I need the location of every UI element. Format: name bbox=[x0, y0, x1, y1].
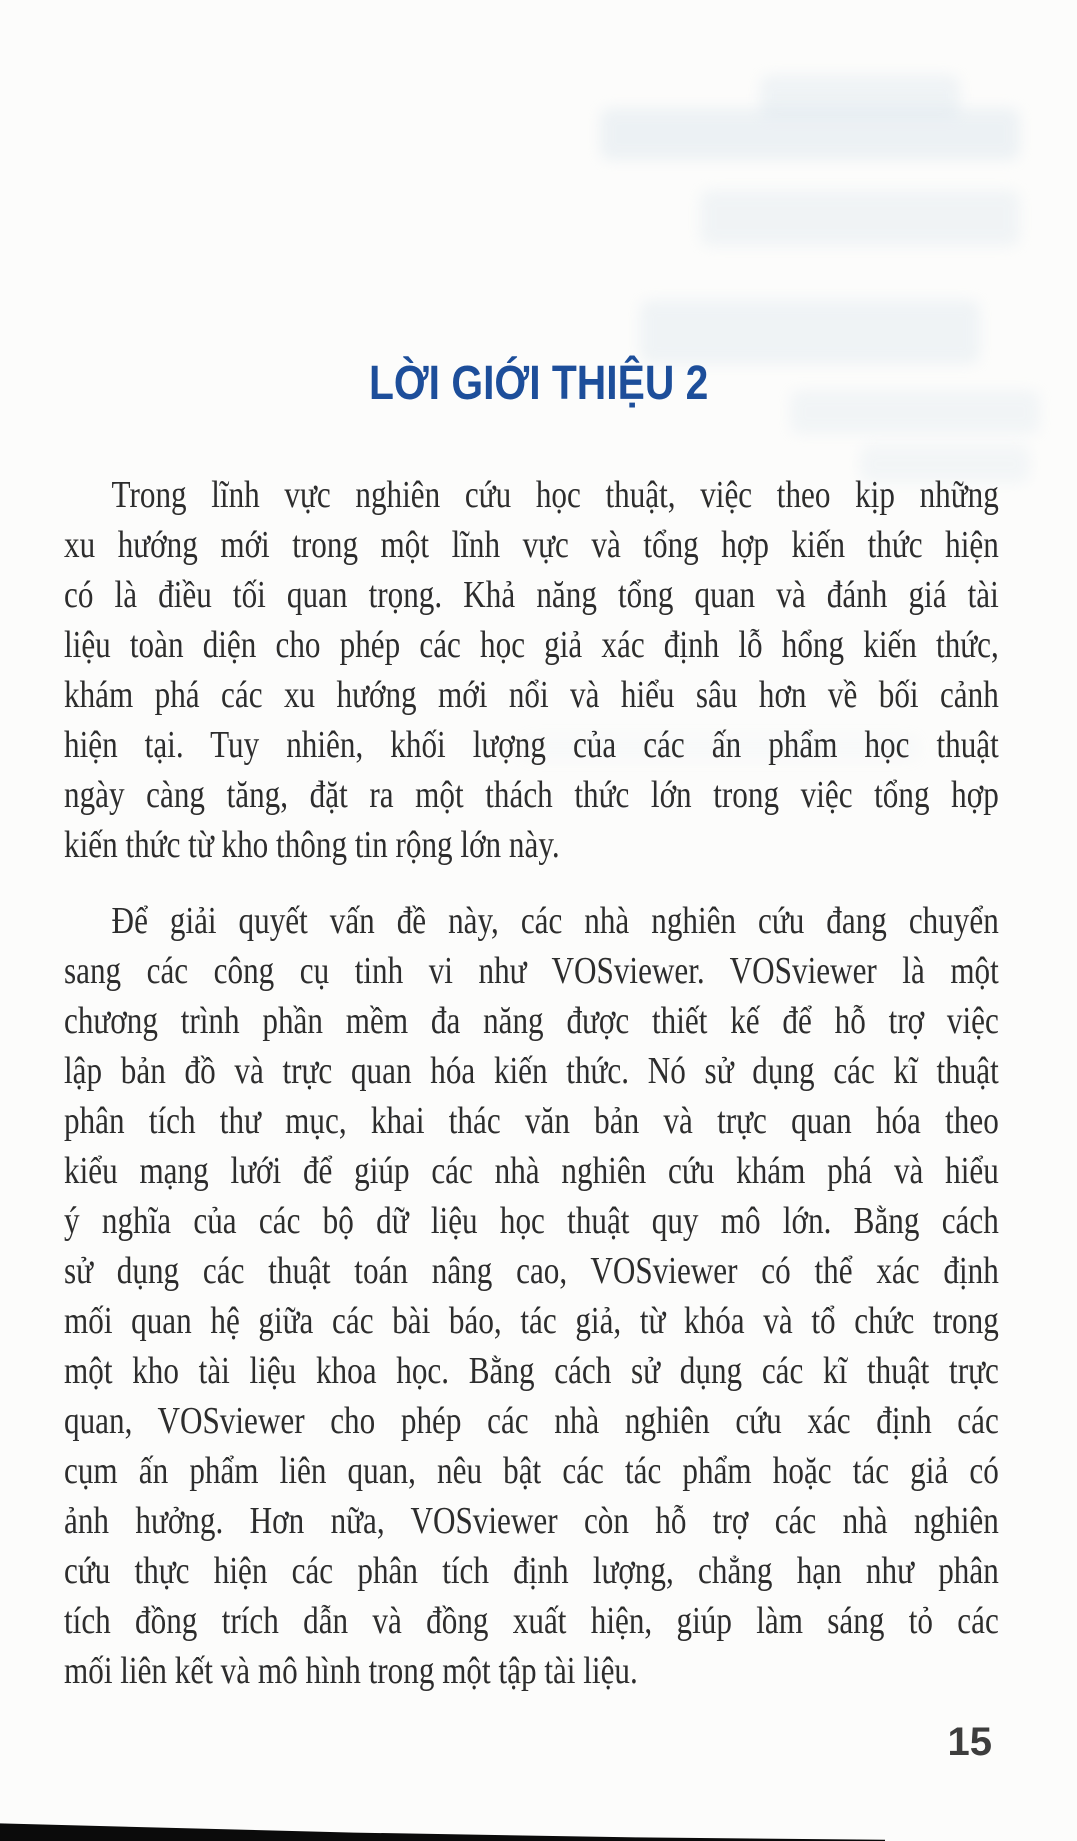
text-line: cụm ấn phẩm liên quan, nêu bật các tác phẩm hoặc tác giả có bbox=[64, 1450, 999, 1492]
bleed-through-artifact bbox=[700, 190, 1020, 246]
text-line: mối liên kết và mô hình trong một tập tài liệu. bbox=[64, 1650, 638, 1692]
text-line: mối quan hệ giữa các bài báo, tác giả, từ khóa và tổ chức trong bbox=[64, 1300, 999, 1342]
text-line: quan, VOSviewer cho phép các nhà nghiên cứu xác định các bbox=[64, 1400, 999, 1442]
chapter-title: LỜI GIỚI THIỆU 2 bbox=[368, 357, 709, 410]
text-line: Để giải quyết vấn đề này, các nhà nghiên cứu đang chuyển bbox=[111, 900, 999, 942]
text-line: ảnh hưởng. Hơn nữa, VOSviewer còn hỗ trợ các nhà nghiên bbox=[64, 1500, 999, 1542]
paragraph bbox=[64, 470, 999, 870]
body-text bbox=[64, 470, 999, 1696]
text-line: lập bản đồ và trực quan hóa kiến thức. Nó sử dụng các kĩ thuật bbox=[64, 1050, 999, 1092]
text-line: sử dụng các thuật toán nâng cao, VOSviewer có thể xác định bbox=[64, 1250, 999, 1292]
chapter-title-row bbox=[0, 358, 1077, 411]
text-line: liệu toàn diện cho phép các học giả xác định lỗ hổng kiến thức, bbox=[64, 624, 999, 666]
text-line: phân tích thư mục, khai thác văn bản và trực quan hóa theo bbox=[64, 1100, 999, 1142]
text-line: xu hướng mới trong một lĩnh vực và tổng hợp kiến thức hiện bbox=[64, 524, 999, 566]
bleed-through-artifact bbox=[640, 300, 980, 364]
bleed-through-artifact bbox=[600, 108, 1020, 160]
page-number: 15 bbox=[947, 1720, 992, 1764]
text-line: chương trình phần mềm đa năng được thiết kế để hỗ trợ việc bbox=[64, 1000, 999, 1042]
text-line: khám phá các xu hướng mới nổi và hiểu sâu hơn về bối cảnh bbox=[64, 674, 999, 716]
text-line: kiến thức từ kho thông tin rộng lớn này. bbox=[64, 824, 560, 866]
text-line: ý nghĩa của các bộ dữ liệu học thuật quy mô lớn. Bằng cách bbox=[64, 1200, 999, 1242]
text-line: tích đồng trích dẫn và đồng xuất hiện, giúp làm sáng tỏ các bbox=[64, 1600, 999, 1642]
text-line: một kho tài liệu khoa học. Bằng cách sử dụng các kĩ thuật trực bbox=[64, 1350, 999, 1392]
scan-edge-artifact bbox=[0, 1821, 885, 1841]
text-line: sang các công cụ tinh vi như VOSviewer. VOSviewer là một bbox=[64, 950, 999, 992]
text-line: kiểu mạng lưới để giúp các nhà nghiên cứu khám phá và hiểu bbox=[64, 1150, 999, 1192]
text-line: ngày càng tăng, đặt ra một thách thức lớn trong việc tổng hợp bbox=[64, 774, 999, 816]
text-line: Trong lĩnh vực nghiên cứu học thuật, việc theo kịp những bbox=[111, 474, 999, 516]
text-line: hiện tại. Tuy nhiên, khối lượng của các ấn phẩm học thuật bbox=[64, 724, 999, 766]
text-line: có là điều tối quan trọng. Khả năng tổng quan và đánh giá tài bbox=[64, 574, 999, 616]
text-line: cứu thực hiện các phân tích định lượng, chẳng hạn như phân bbox=[64, 1550, 999, 1592]
bleed-through-artifact bbox=[760, 75, 960, 117]
paragraph bbox=[64, 896, 999, 1696]
